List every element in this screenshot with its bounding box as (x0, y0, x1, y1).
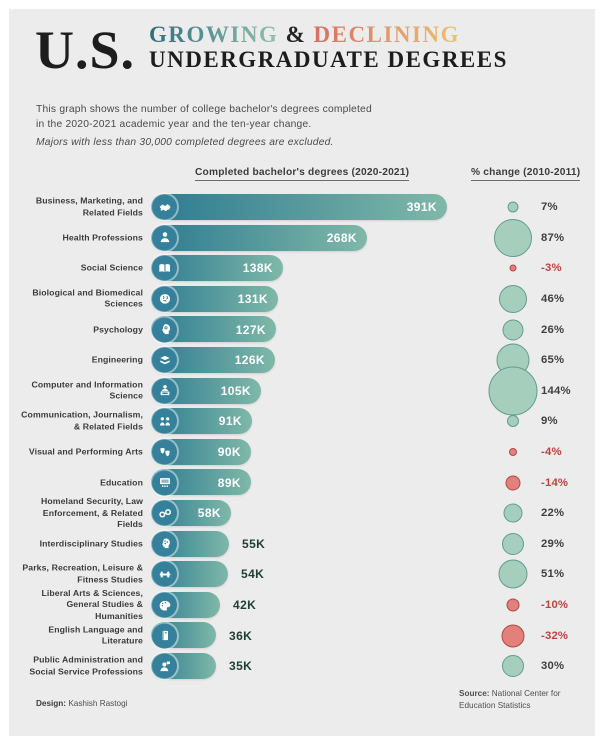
degree-value: 58K (197, 506, 221, 521)
change-value: 9% (541, 415, 558, 428)
change-bubble (509, 448, 517, 456)
change-bubble (502, 533, 524, 555)
title-us: U.S. (35, 20, 136, 81)
degree-value: 127K (235, 322, 266, 337)
source-label: Source: (459, 689, 490, 699)
handcuffs-icon (152, 501, 177, 526)
book-icon (152, 623, 177, 648)
degree-label: Liberal Arts & Sciences, General Studies & Humanities (41, 588, 143, 621)
change-value: 26% (541, 323, 565, 336)
subtitle-line-1: This graph shows the number of college bachelor's degrees completed (36, 104, 372, 115)
head-network-icon (152, 531, 177, 556)
change-bubble (502, 624, 525, 647)
degree-label: Business, Marketing, and Related Fields (35, 195, 143, 218)
change-bubble (510, 265, 517, 272)
degree-label: Homeland Security, Law Enforcement, & Related Fields (41, 496, 143, 529)
change-value: -14% (541, 476, 569, 489)
bar-zone (151, 559, 453, 590)
degree-row (9, 314, 595, 345)
degree-label: Interdisciplinary Studies (39, 538, 143, 549)
design-value: Kashish Rastogi (68, 699, 128, 708)
degree-row (9, 253, 595, 284)
change-bubble (507, 415, 519, 427)
design-label: Design: (36, 699, 67, 708)
change-value: 29% (541, 537, 565, 550)
change-bubble (499, 560, 528, 589)
person-icon (152, 225, 177, 250)
layers-icon (152, 348, 177, 373)
source-credit (459, 688, 571, 712)
open-book-icon (152, 256, 177, 281)
degree-label: Psychology (93, 324, 143, 335)
degree-label: Social Science (80, 262, 143, 273)
degree-value: 89K (217, 475, 241, 490)
change-value: 51% (541, 568, 565, 581)
change-value: 46% (541, 293, 565, 306)
degree-row (9, 620, 595, 651)
change-bubble (508, 202, 519, 213)
bar-zone (151, 376, 453, 407)
title-ampersand: & (285, 22, 307, 47)
change-value: -4% (541, 446, 562, 459)
degree-rows (9, 192, 595, 682)
degree-row (9, 376, 595, 407)
bar-zone (151, 345, 453, 376)
degree-label: Visual and Performing Arts (28, 446, 143, 457)
degree-row (9, 651, 595, 682)
bar-zone (151, 253, 453, 284)
degree-row (9, 406, 595, 437)
change-bubble (499, 285, 527, 313)
column-header-change: % change (2010-2011) (471, 167, 580, 181)
bar-zone (151, 406, 453, 437)
degree-label: Public Administration and Social Service Professions (29, 654, 143, 677)
degree-row (9, 192, 595, 223)
theater-masks-icon (152, 440, 177, 465)
title-declining: DECLINING (313, 22, 460, 47)
change-value: 22% (541, 507, 565, 520)
degree-row (9, 223, 595, 254)
people-icon (152, 409, 177, 434)
exclusion-note: Majors with less than 30,000 completed degrees are excluded. (36, 137, 334, 148)
change-value: 144% (541, 384, 571, 397)
bar-zone (151, 498, 453, 529)
degree-value: 90K (217, 445, 241, 460)
infographic-canvas (9, 9, 595, 736)
change-value: 7% (541, 201, 558, 214)
degree-row (9, 437, 595, 468)
bar-zone (151, 620, 453, 651)
dumbbell-icon (152, 562, 177, 587)
person-computer-icon (152, 378, 177, 403)
degree-value: 131K (237, 292, 268, 307)
change-value: 30% (541, 660, 565, 673)
degree-label: Parks, Recreation, Leisure & Fitness Studies (22, 563, 143, 585)
title-growing: GROWING (149, 22, 279, 47)
bar-zone (151, 529, 453, 560)
bar-zone (151, 437, 453, 468)
degree-value: 55K (242, 536, 266, 551)
bar-zone (151, 590, 453, 621)
column-headers (9, 167, 595, 185)
bar-zone (151, 223, 453, 254)
bar-zone (151, 467, 453, 498)
palette-icon (152, 593, 177, 618)
head-gear-icon (152, 317, 177, 342)
degree-row (9, 529, 595, 560)
change-value: 87% (541, 231, 565, 244)
degree-row (9, 284, 595, 315)
degree-label: Engineering (91, 354, 143, 365)
change-bubble (503, 319, 524, 340)
degree-value: 391K (406, 200, 437, 215)
title-line-1 (149, 23, 508, 48)
change-value: 65% (541, 354, 565, 367)
degree-value: 54K (241, 567, 265, 582)
subtitle-line-2: in the 2020-2021 academic year and the ten-year change. (36, 119, 312, 131)
degree-label: Communication, Journalism, & Related Fields (21, 410, 143, 432)
bar-zone (151, 192, 453, 223)
change-value: -3% (541, 262, 562, 275)
source-value: National Center for Education Statistics (459, 689, 561, 711)
change-bubble (494, 219, 532, 257)
bar-zone (151, 314, 453, 345)
title-block (35, 20, 508, 81)
degree-bar (151, 194, 447, 220)
handshake-icon (152, 195, 177, 220)
degree-label: Education (100, 476, 143, 487)
degree-value: 42K (233, 598, 257, 613)
change-bubble (504, 504, 523, 523)
degree-value: 138K (242, 261, 273, 276)
bar-zone (151, 284, 453, 315)
degree-label: Computer and Information Science (31, 379, 143, 401)
degree-label: Health Professions (62, 232, 143, 243)
change-bubble (502, 655, 524, 677)
change-value: -10% (541, 599, 569, 612)
change-bubble (506, 475, 521, 490)
change-value: -32% (541, 629, 569, 642)
change-bubble (507, 599, 520, 612)
title-line-2: UNDERGRADUATE DEGREES (149, 46, 508, 72)
bar-zone (151, 651, 453, 682)
degree-value: 36K (229, 628, 253, 643)
degree-value: 268K (326, 230, 357, 245)
degree-value: 126K (234, 353, 265, 368)
degree-value: 35K (229, 659, 253, 674)
degree-row (9, 498, 595, 529)
degree-row (9, 559, 595, 590)
degree-value: 105K (220, 383, 251, 398)
degree-value: 91K (218, 414, 242, 429)
column-header-bars: Completed bachelor's degrees (2020-2021) (195, 167, 409, 181)
person-chat-icon (152, 654, 177, 679)
degree-label: English Language and Literature (48, 624, 143, 646)
design-credit (36, 699, 127, 708)
subtitle (36, 102, 372, 133)
degree-row (9, 467, 595, 498)
degree-row (9, 590, 595, 621)
presentation-icon (152, 470, 177, 495)
brain-icon (152, 287, 177, 312)
degree-label: Biological and Biomedical Sciences (32, 287, 143, 310)
